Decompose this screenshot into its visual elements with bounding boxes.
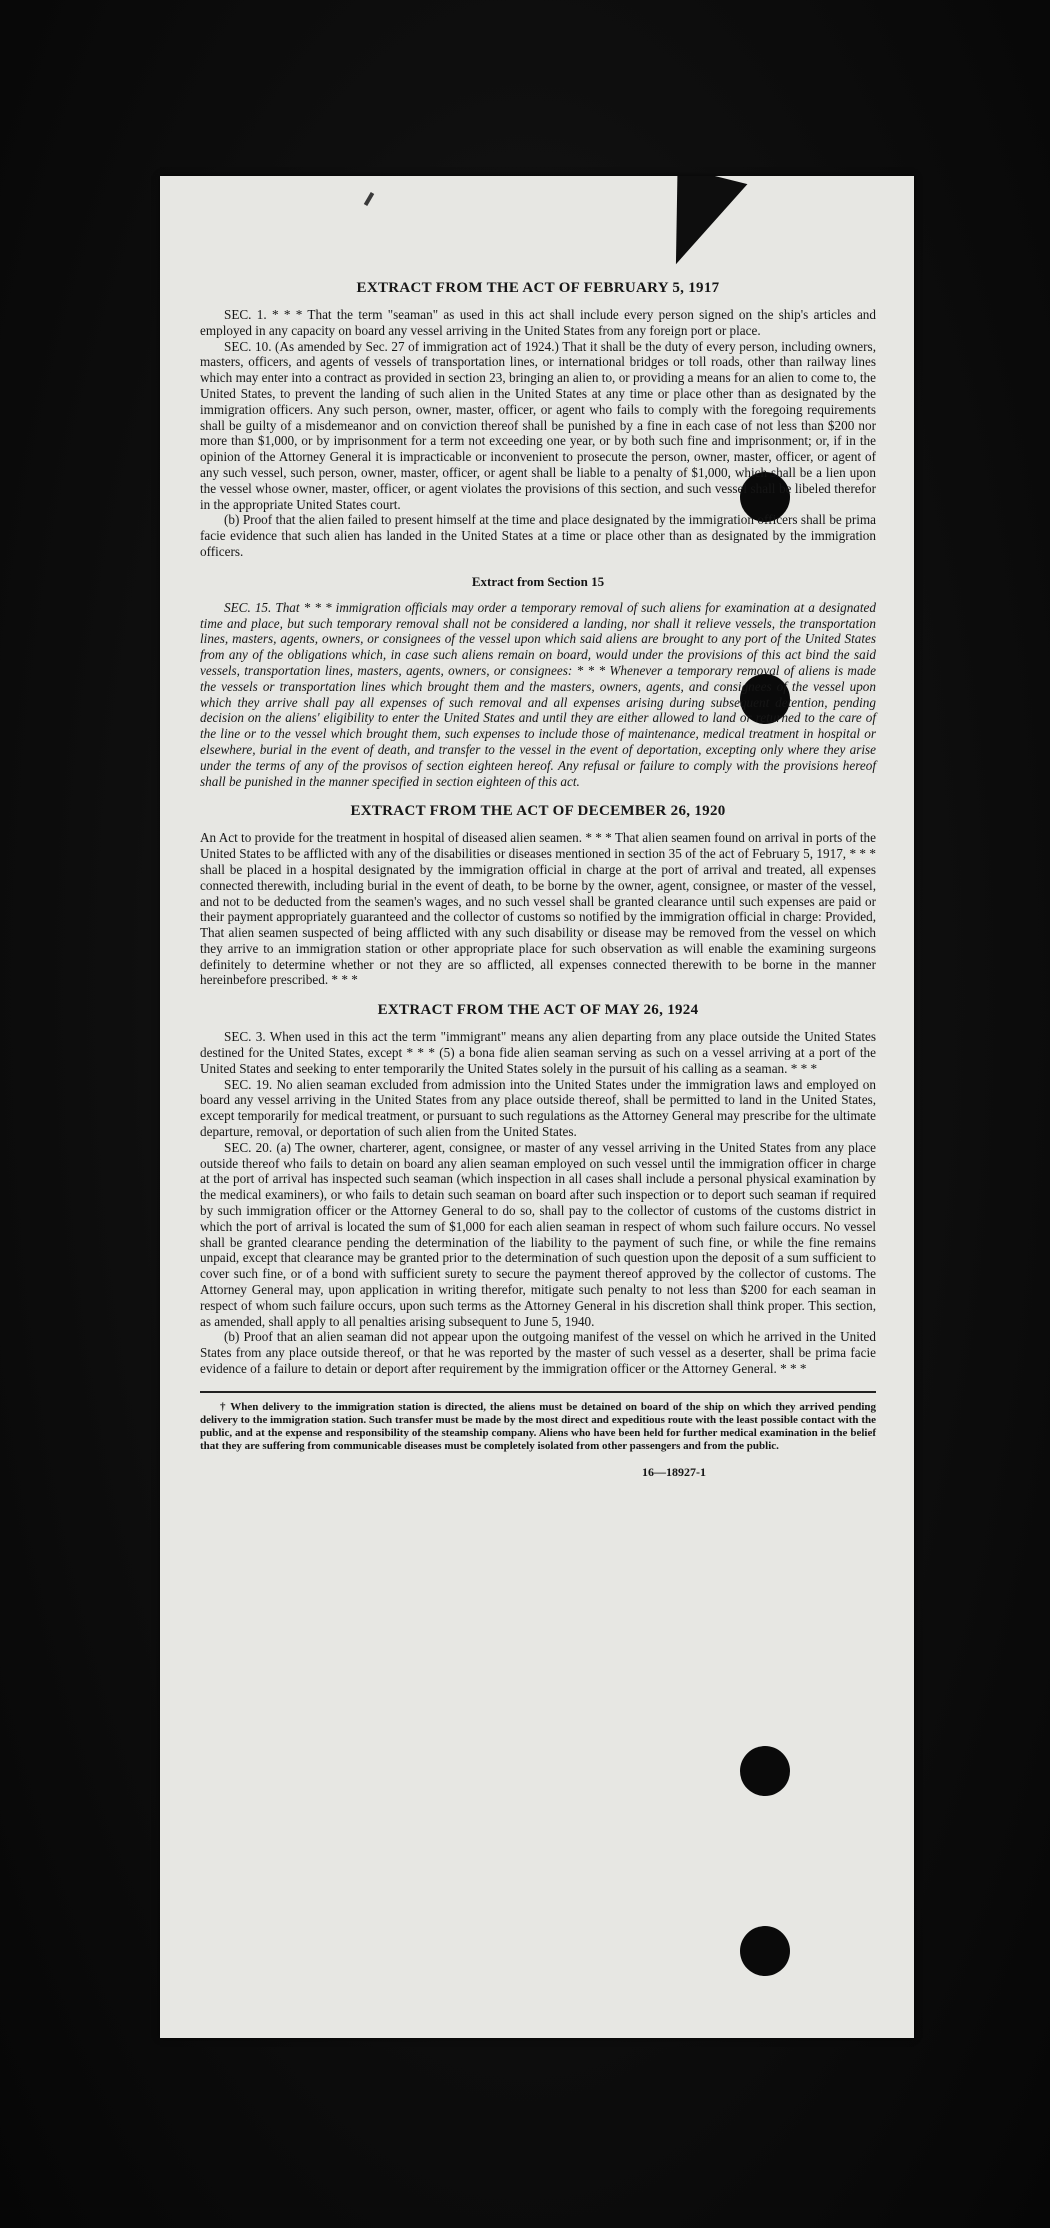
paragraph-act-1920: An Act to provide for the treatment in hospital of diseased alien seamen. * * * That alien seamen found on arrival in ports of the United States to be afflicted with any of the disabilities or diseases mentioned in section 35 of the act of February 5, 1917, * * * shall be placed in a hospital designated by the immigration official in charge at the port of arrival and treated, all expenses connected therewith, including burial in the event of death, to be borne by the owner, agent, consignee, or master of the vessel, and not to be deducted from the seamen's wages, and no such vessel shall be granted clearance until such expenses are paid or their payment appropriately guaranteed and the collector of customs so notified by the immigration official in charge: Provided, That alien seamen suspected of being afflicted with any such disability or disease may be removed from the vessel on which they arrive to an immigration station or other appropriate place for such observation as will enable the examining surgeons definitely to determine whether or not they are so afflicted, all expenses connected therewith to be borne in the manner hereinbefore prescribed. * * *: [200, 830, 876, 988]
paragraph-sec-20-b: (b) Proof that an alien seaman did not appear upon the outgoing manifest of the vessel on which he arrived in the United States from any place outside thereof, or that he was reported by the master of such vessel as a deserter, shall be prima facie evidence of a failure to detain or deport after requirement by the immigration officer or the Attorney General. * * *: [200, 1329, 876, 1377]
footnote: † When delivery to the immigration station is directed, the aliens must be detained on board of the ship on which they arrived pending delivery to the immigration station. Such transfer must be made by the most direct and expeditious route with the least possible contact with the public, and at the expense and responsibility of the steamship company. Aliens who have been held for further medical examination in the belief that they are suffering from communicable diseases must be completely isolated from other passengers and from the public.: [200, 1400, 876, 1452]
paragraph-sec-10: SEC. 10. (As amended by Sec. 27 of immigration act of 1924.) That it shall be the duty of every person, including owners, masters, officers, and agents of vessels of transportation lines, or international bridges or toll roads, other than railway lines which may enter into a contract as provided in section 23, bringing an alien to, or providing a means for an alien to come to, the United States, to prevent the landing of such alien in the United States at any time or place other than as designated by the immigration officers. Any such person, owner, master, officer, or agent who fails to comply with the foregoing requirements shall be guilty of a misdemeanor and on conviction thereof shall be punished by a fine in each case of not less than $200 nor more than $1,000, or by imprisonment for a term not exceeding one year, or by both such fine and imprisonment; or, if in the opinion of the Attorney General it is impracticable or inconvenient to prosecute the person, owner, master, officer, or agent of any such vessel, such person, owner, master, officer, or agent shall be liable to a penalty of $1,000, which shall be a lien upon the vessel whose owner, master, officer, or agent violates the provisions of this section, and such vessel shall be libeled therefor in the appropriate United States court.: [200, 338, 876, 512]
paragraph-sec-15: SEC. 15. That * * * immigration officials may order a temporary removal of such aliens for examination at a designated time and place, but such temporary removal shall not be considered a landing, nor shall it relieve vessels, the transportation lines, masters, agents, owners, or consignees of the vessel upon which said aliens are brought to any port of the United States from any of the obligations which, in case such aliens remain on board, would under the provisions of this act bind the said vessels, transportation lines, masters, agents, owners, or consignees: * * * Whenever a temporary removal of aliens is made the vessels or transportation lines which brought them and the masters, owners, agents, and consignees of the vessel upon which they arrive shall pay all expenses of such removal and all expenses arising during subsequent detention, pending decision on the aliens' eligibility to enter the United States and until they are either allowed to land or returned to the care of the line or to the vessel which brought them, such expenses to include those of maintenance, medical treatment in hospital or elsewhere, burial in the event of death, and transfer to the vessel in the event of deportation, excepting only where they arise under the terms of any of the provisos of section eighteen hereof. Any refusal or failure to comply with the provisions hereof shall be punished in the manner specified in section eighteen of this act.: [200, 599, 876, 789]
punch-hole: [740, 1926, 790, 1976]
section-act-1917: [200, 280, 876, 560]
heading-act-1917: EXTRACT FROM THE ACT OF FEBRUARY 5, 1917: [356, 280, 720, 296]
heading-act-1920: EXTRACT FROM THE ACT OF DECEMBER 26, 1920: [350, 803, 726, 820]
paragraph-sec-1: SEC. 1. * * * That the term "seaman" as used in this act shall include every person signed on the ship's articles and employed in any capacity on board any vessel arriving in the United States from any foreign port or place.: [200, 307, 876, 338]
paragraph-sec-3: SEC. 3. When used in this act the term "immigrant" means any alien departing from any place outside the United States destined for the United States, except * * * (5) a bona fide alien seaman serving as such on a vessel arriving at a port of the United States and seeking to enter temporarily the United States solely in the pursuit of his calling as a seaman. * * *: [200, 1029, 876, 1076]
document-sheet: [160, 176, 914, 2038]
heading-act-1924: EXTRACT FROM THE ACT OF MAY 26, 1924: [377, 1002, 699, 1019]
paragraph-sec-19: SEC. 19. No alien seaman excluded from admission into the United States under the immigration laws and employed on board any vessel arriving in the United States from any place outside thereof, shall be permitted to land in the United States, except temporarily for medical treatment, or pursuant to such regulations as the Attorney General may prescribe for the ultimate departure, removal, or deportation of such alien from the United States.: [200, 1076, 876, 1140]
section-act-1924: [200, 1002, 876, 1377]
document-body: [200, 280, 876, 1480]
section-15: [200, 574, 876, 790]
torn-corner: [655, 176, 748, 276]
form-number: 16—18927-1: [642, 1464, 706, 1479]
paragraph-sec-10-b: (b) Proof that the alien failed to present himself at the time and place designated by the immigration officers shall be prima facie evidence that such alien has landed in the United States at a time or place other than as designated by the immigration officers.: [200, 512, 876, 559]
footnote-divider: [200, 1391, 876, 1393]
scan-speck: [364, 192, 374, 206]
punch-hole: [740, 1746, 790, 1796]
section-act-1920: [200, 803, 876, 988]
paragraph-sec-20-a: SEC. 20. (a) The owner, charterer, agent, consignee, or master of any vessel arriving in the United States from any place outside thereof who fails to detain on board any alien seaman employed on such vessel until the immigration officer in charge at the port of arrival has inspected such seaman (which inspection in all cases shall include a personal physical examination by the medical examiners), or who fails to detain such seaman on board after such inspection or to deport such seaman if required by such immigration officer or the Attorney General to do so, shall pay to the collector of customs of the customs district in which the port of arrival is located the sum of $1,000 for each alien seaman in respect of whom such failure occurs. No vessel shall be granted clearance pending the determination of the liability to the payment of such fine, or while the fine remains unpaid, except that clearance may be granted prior to the determination of such question upon the deposit of a sum sufficient to cover such fine, or of a bond with sufficient surety to secure the payment thereof approved by the collector of customs. The Attorney General may, upon application in writing therefor, mitigate such penalty to not less than $200 for each seaman in respect of whom such failure occurs, upon such terms as the Attorney General in his discretion shall think proper. This section, as amended, shall apply to all penalties arising subsequent to June 5, 1940.: [200, 1139, 876, 1329]
heading-section-15: Extract from Section 15: [471, 573, 605, 589]
